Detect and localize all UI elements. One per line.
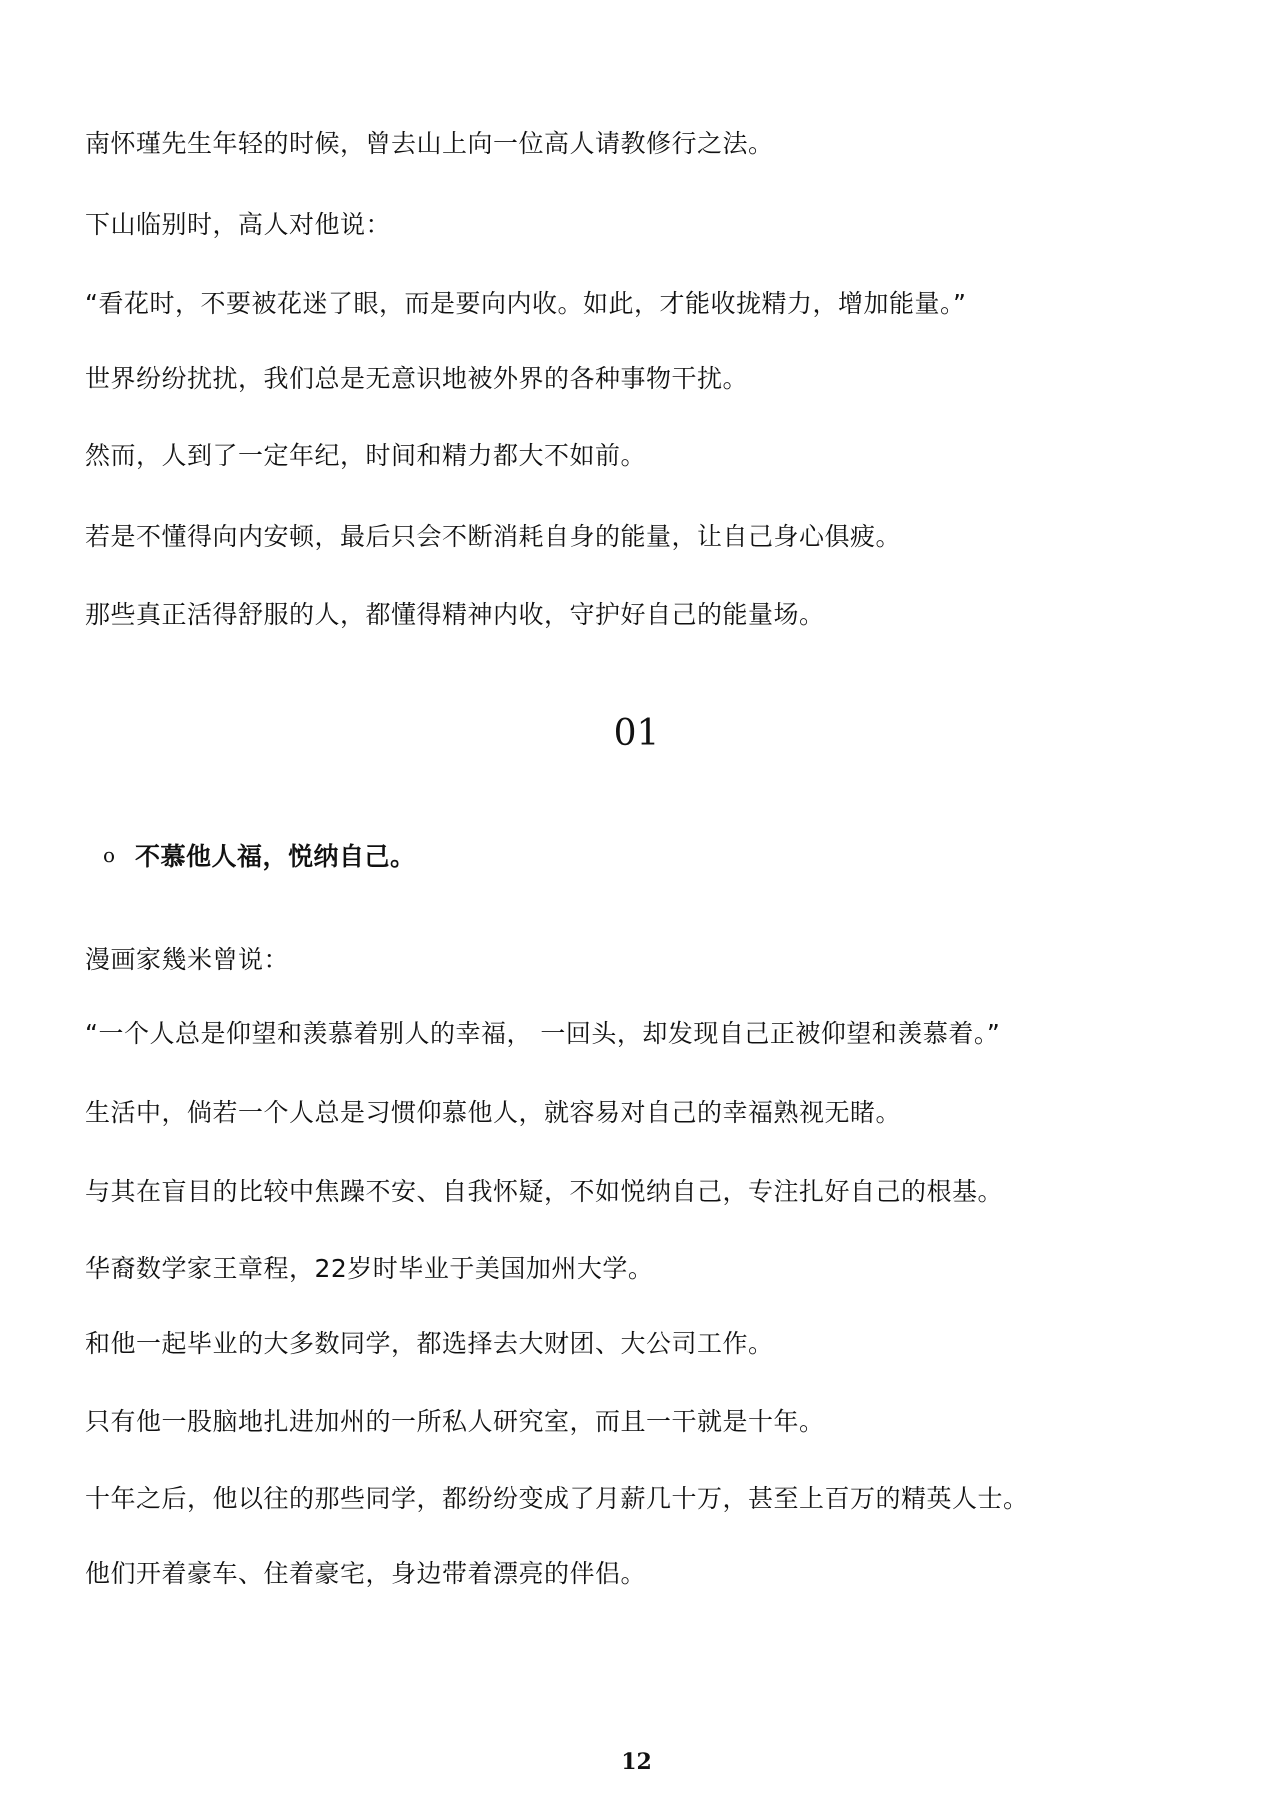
section-paragraph: 与其在盲目的比较中焦躁不安、自我怀疑，不如悦纳自己，专注扎好自己的根基。	[85, 1177, 1004, 1206]
intro-paragraph: 那些真正活得舒服的人，都懂得精神内收，守护好自己的能量场。	[85, 600, 825, 629]
section-paragraph: 生活中，倘若一个人总是习惯仰慕他人，就容易对自己的幸福熟视无睹。	[85, 1098, 902, 1127]
intro-paragraph: 南怀瑾先生年轻的时候，曾去山上向一位高人请教修行之法。	[85, 129, 774, 158]
section-paragraph: 只有他一股脑地扎进加州的一所私人研究室，而且一干就是十年。	[85, 1407, 825, 1436]
intro-paragraph: 若是不懂得向内安顿，最后只会不断消耗自身的能量，让自己身心俱疲。	[85, 522, 902, 551]
section-heading-text: 不慕他人福，悦纳自己。	[135, 842, 416, 871]
section-paragraph: 和他一起毕业的大多数同学，都选择去大财团、大公司工作。	[85, 1329, 774, 1358]
section-paragraph: “一个人总是仰望和羡慕着别人的幸福， 一回头，却发现自己正被仰望和羡慕着。”	[85, 1019, 1001, 1048]
intro-paragraph: 然而，人到了一定年纪，时间和精力都大不如前。	[85, 441, 647, 470]
bullet-icon: o	[103, 843, 116, 867]
section-number: 01	[613, 713, 660, 754]
section-paragraph: 漫画家幾米曾说：	[85, 945, 290, 974]
section-paragraph: 华裔数学家王章程，22岁时毕业于美国加州大学。	[85, 1254, 654, 1283]
intro-paragraph: “看花时，不要被花迷了眼，而是要向内收。如此，才能收拢精力，增加能量。”	[85, 289, 967, 318]
section-paragraph: 十年之后，他以往的那些同学，都纷纷变成了月薪几十万，甚至上百万的精英人士。	[85, 1484, 1029, 1513]
section-heading	[103, 838, 416, 872]
intro-paragraph: 下山临别时，高人对他说：	[85, 210, 392, 239]
page-number: 12	[621, 1749, 652, 1775]
intro-paragraph: 世界纷纷扰扰，我们总是无意识地被外界的各种事物干扰。	[85, 364, 749, 393]
section-paragraph: 他们开着豪车、住着豪宅，身边带着漂亮的伴侣。	[85, 1559, 647, 1588]
